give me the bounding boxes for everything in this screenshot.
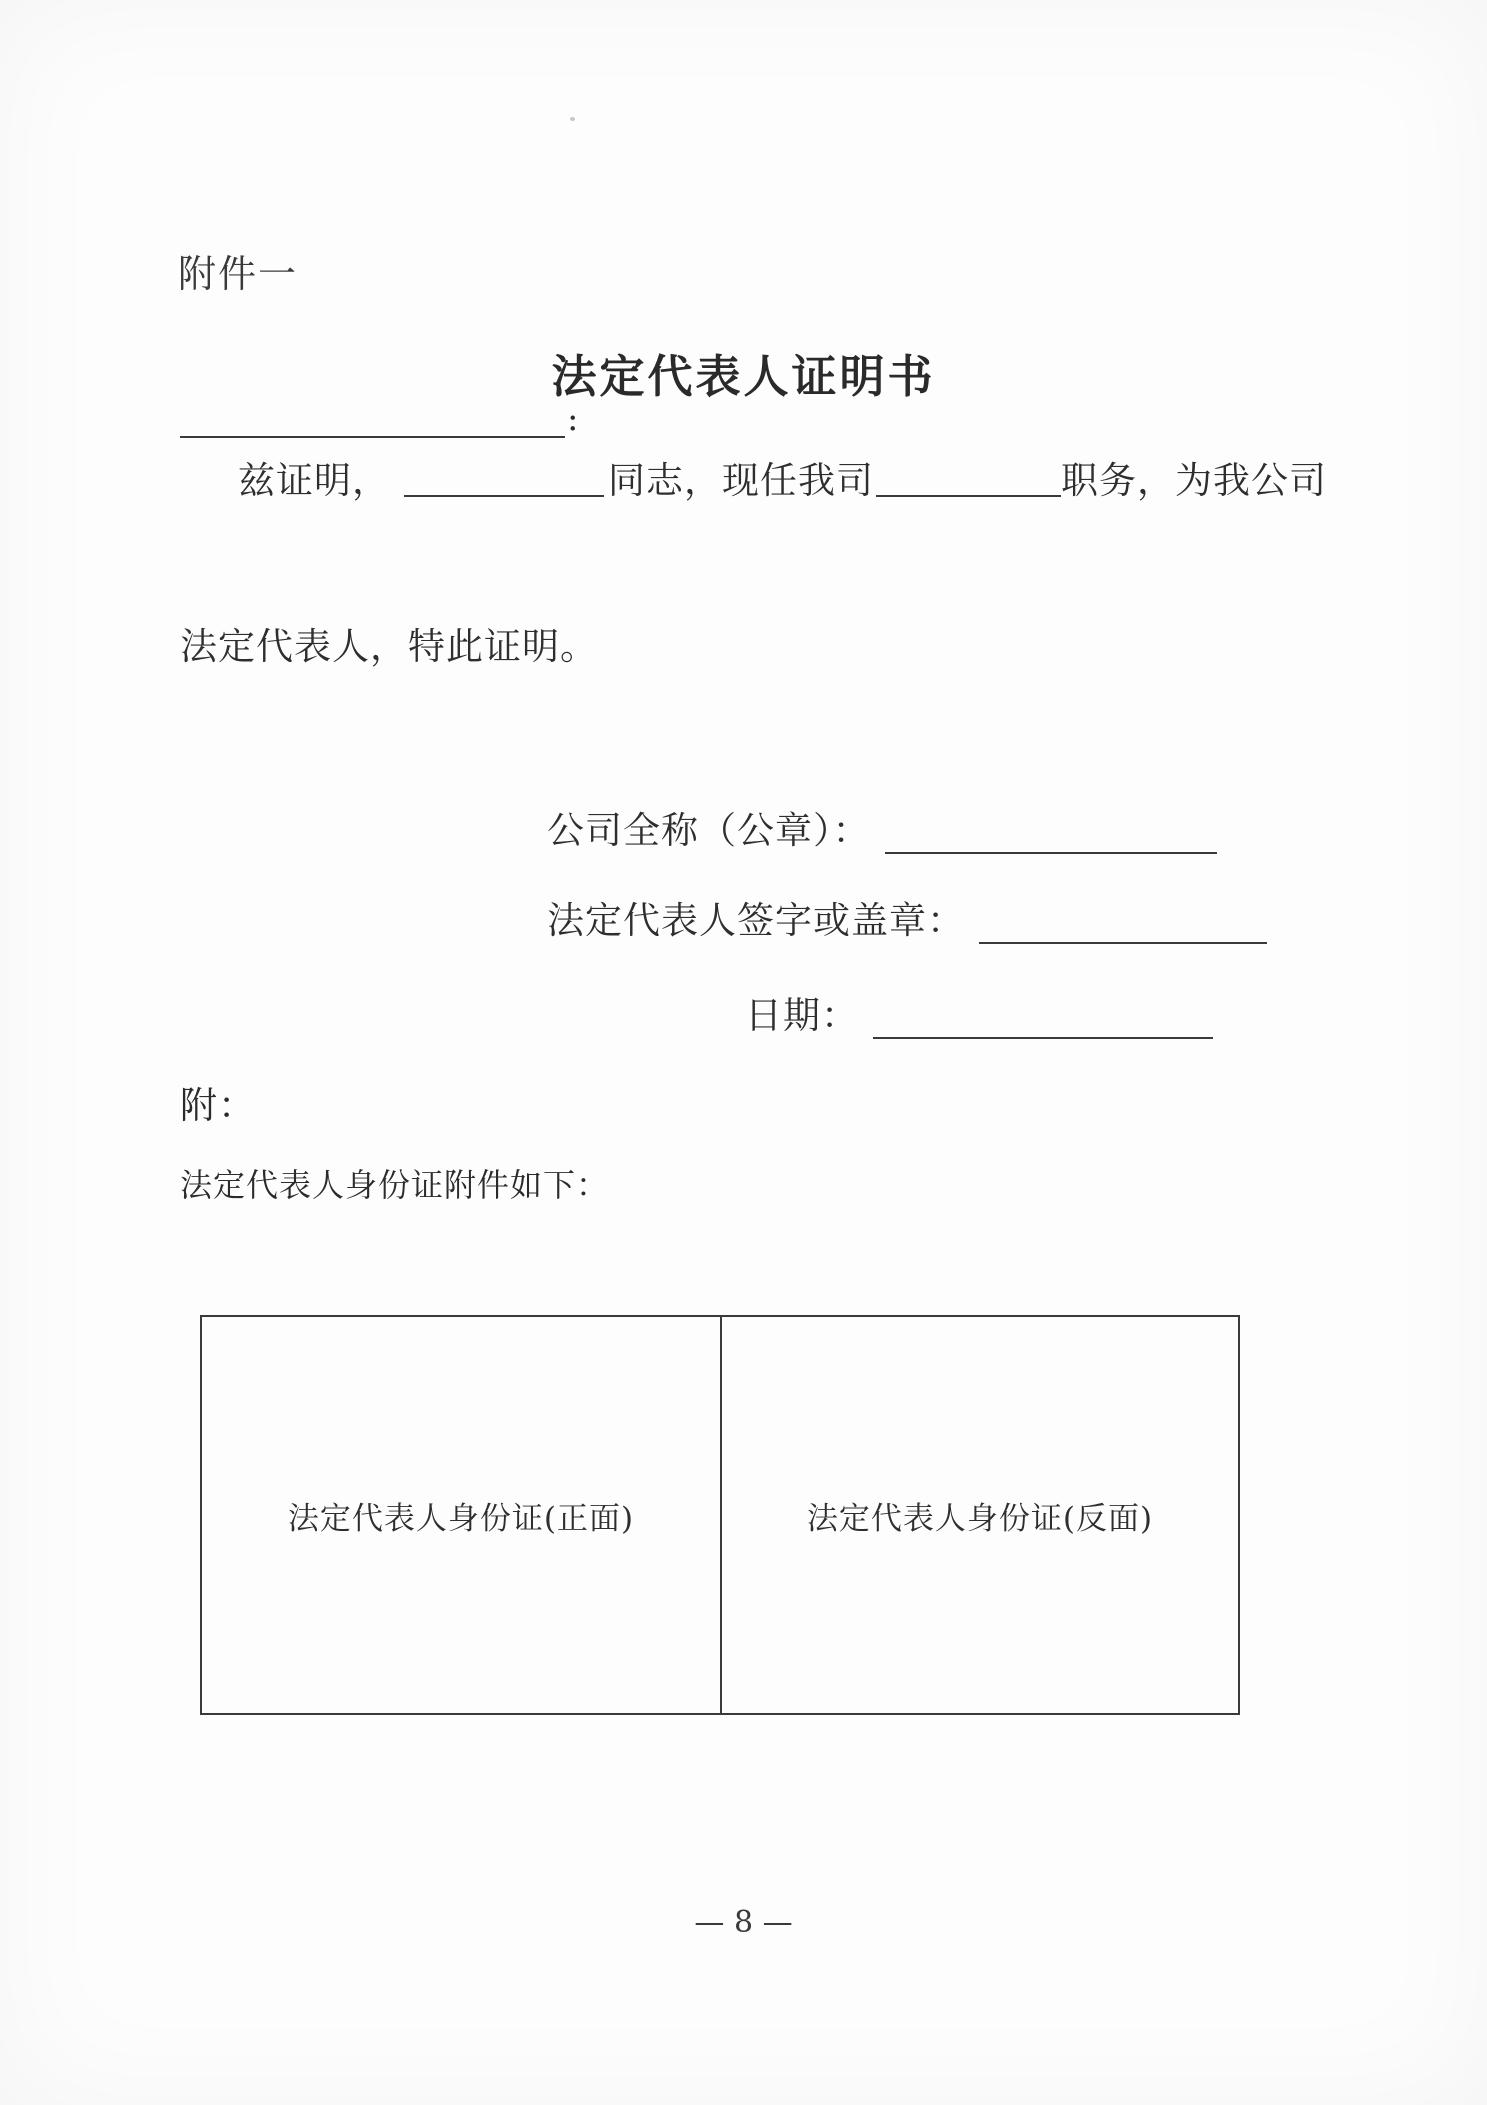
scan-artifact-speck xyxy=(570,117,575,121)
attachment-label: 附件一 xyxy=(178,252,299,296)
body-text-comrade-position: 同志，现任我司 xyxy=(608,459,874,502)
id-card-back-cell[interactable]: 法定代表人身份证(反面) xyxy=(720,1317,1238,1713)
salutation-colon: : xyxy=(567,399,579,439)
representative-signature-blank-field[interactable] xyxy=(979,912,1267,944)
date-blank-field[interactable] xyxy=(873,1007,1213,1039)
representative-signature-row xyxy=(547,890,1267,944)
comrade-name-blank-field[interactable] xyxy=(404,465,604,497)
job-title-blank-field[interactable] xyxy=(876,465,1061,497)
body-paragraph-line-2: 法定代表人，特此证明。 xyxy=(180,625,598,668)
date-label: 日期： xyxy=(745,994,859,1037)
id-card-front-cell[interactable]: 法定代表人身份证(正面) xyxy=(287,1500,635,1537)
appendix-label: 附： xyxy=(180,1084,256,1127)
appendix-description: 法定代表人身份证附件如下： xyxy=(180,1166,610,1204)
page-number-footer: — 8 — xyxy=(694,1905,793,1940)
date-signature-row xyxy=(745,985,1213,1039)
representative-signature-label: 法定代表人签字或盖章： xyxy=(547,899,965,942)
company-name-signature-row xyxy=(547,800,1217,854)
body-text-certify: 兹证明， xyxy=(238,459,390,502)
id-card-attachment-table xyxy=(200,1315,1240,1715)
page-title: 法定代表人证明书 xyxy=(551,350,936,403)
salutation-blank-field[interactable] xyxy=(180,408,565,438)
company-name-label: 公司全称（公章）： xyxy=(547,809,871,852)
body-text-duty-company: 职务，为我公司 xyxy=(1061,459,1327,502)
body-paragraph-line-1 xyxy=(238,450,1327,504)
company-name-blank-field[interactable] xyxy=(885,822,1217,854)
salutation-line xyxy=(180,399,579,439)
